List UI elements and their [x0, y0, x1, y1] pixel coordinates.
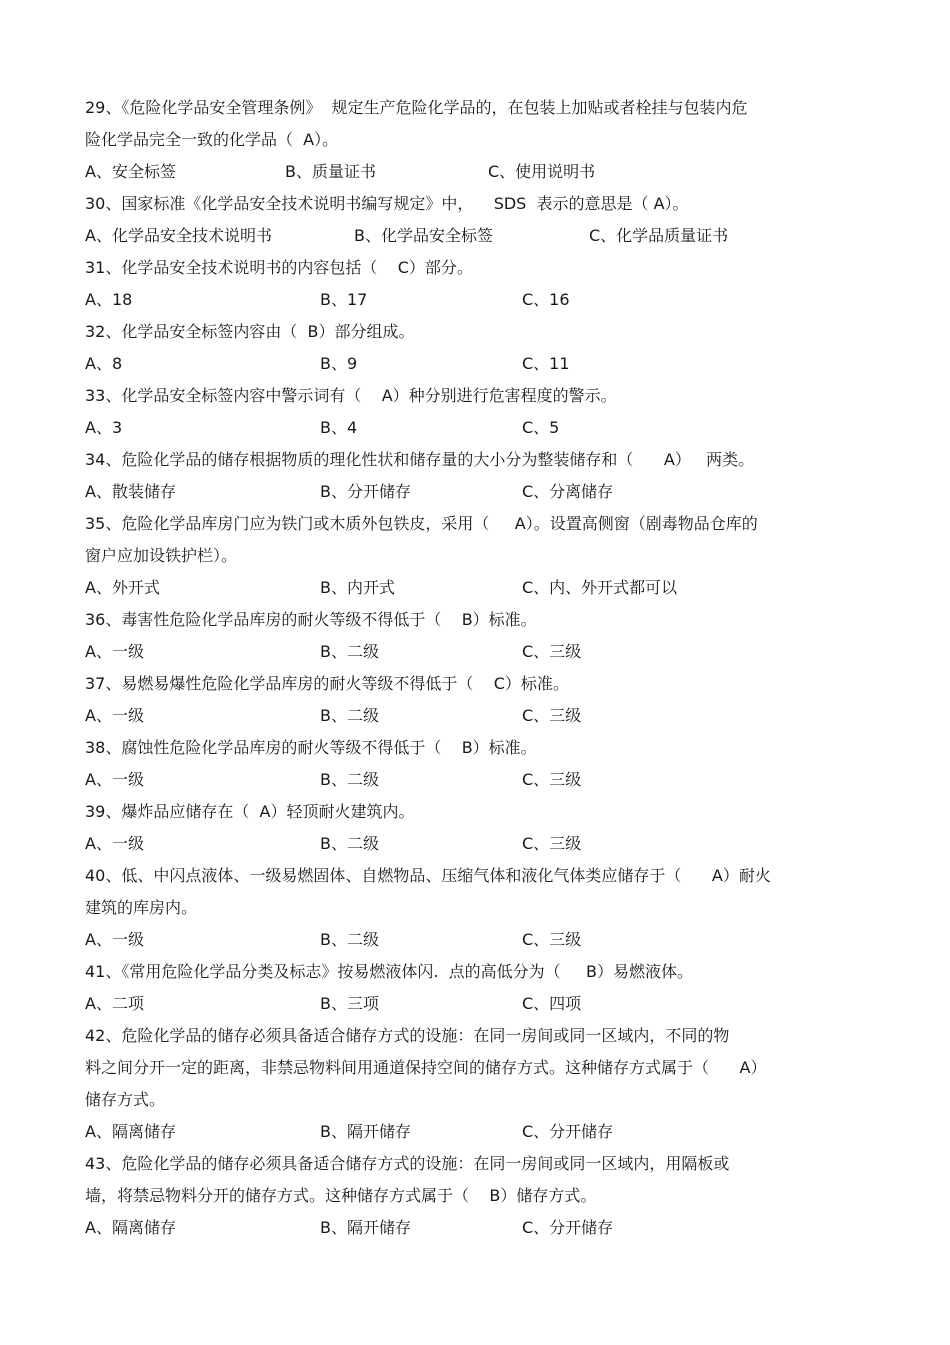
- question-text-line: 32、化学品安全标签内容由（ B）部分组成。: [85, 322, 415, 341]
- question-text-line: 33、化学品安全标签内容中警示词有（ A）种分别进行危害程度的警示。: [85, 386, 617, 405]
- answer-option: A、一级: [85, 770, 144, 789]
- answer-option: A、化学品安全技术说明书: [85, 226, 272, 245]
- answer-option: C、四项: [522, 994, 582, 1013]
- answer-options: [85, 348, 875, 380]
- answer-option: A、隔离储存: [85, 1122, 176, 1141]
- answer-option: A、二项: [85, 994, 144, 1013]
- answer-option: B、隔开储存: [320, 1122, 411, 1141]
- answer-option: B、化学品安全标签: [354, 226, 493, 245]
- exam-page: [85, 92, 875, 1244]
- question-text-line: 34、危险化学品的储存根据物质的理化性状和储存量的大小分为整装储存和（ A） 两类。: [85, 450, 755, 469]
- answer-option: B、隔开储存: [320, 1218, 411, 1237]
- question-text-line: 42、危险化学品的储存必须具备适合储存方式的设施：在同一房间或同一区域内，不同的物: [85, 1026, 730, 1045]
- question-text-line: 险化学品完全一致的化学品（ A）。: [85, 130, 339, 149]
- answer-options: [85, 220, 875, 252]
- answer-options: [85, 412, 875, 444]
- answer-option: A、一级: [85, 642, 144, 661]
- answer-option: C、内、外开式都可以: [522, 578, 678, 597]
- answer-option: B、二级: [320, 770, 379, 789]
- answer-option: B、4: [320, 418, 358, 437]
- answer-option: B、二级: [320, 834, 379, 853]
- answer-option: A、3: [85, 418, 123, 437]
- question-text-line: 31、化学品安全技术说明书的内容包括（ C）部分。: [85, 258, 473, 277]
- answer-options: [85, 700, 875, 732]
- answer-options: [85, 1116, 875, 1148]
- answer-option: C、三级: [522, 706, 582, 725]
- question-text-line: 37、易燃易爆性危险化学品库房的耐火等级不得低于（ C）标准。: [85, 674, 569, 693]
- answer-option: B、二级: [320, 642, 379, 661]
- question-text-line: 36、毒害性危险化学品库房的耐火等级不得低于（ B）标准。: [85, 610, 537, 629]
- answer-option: C、分开储存: [522, 1122, 614, 1141]
- answer-option: C、三级: [522, 642, 582, 661]
- question-text-line: 储存方式。: [85, 1090, 166, 1109]
- answer-option: C、11: [522, 354, 570, 373]
- question-text-line: 43、危险化学品的储存必须具备适合储存方式的设施：在同一房间或同一区域内，用隔板或: [85, 1154, 730, 1173]
- answer-options: [85, 476, 875, 508]
- answer-option: C、使用说明书: [488, 162, 596, 181]
- answer-option: C、分离储存: [522, 482, 614, 501]
- answer-option: A、一级: [85, 706, 144, 725]
- answer-option: B、质量证书: [285, 162, 376, 181]
- question-text-line: 30、国家标准《化学品安全技术说明书编写规定》中， SDS 表示的意思是（ A）。: [85, 194, 689, 213]
- answer-option: C、16: [522, 290, 570, 309]
- question-text-line: 29、《危险化学品安全管理条例》 规定生产危险化学品的，在包装上加贴或者栓挂与包装内危: [85, 98, 748, 117]
- answer-option: A、散装储存: [85, 482, 176, 501]
- question-text-line: 38、腐蚀性危险化学品库房的耐火等级不得低于（ B）标准。: [85, 738, 537, 757]
- answer-option: B、二级: [320, 930, 379, 949]
- answer-option: A、隔离储存: [85, 1218, 176, 1237]
- answer-options: [85, 156, 875, 188]
- answer-option: B、9: [320, 354, 358, 373]
- answer-option: B、二级: [320, 706, 379, 725]
- answer-option: B、分开储存: [320, 482, 411, 501]
- answer-option: B、17: [320, 290, 368, 309]
- answer-option: C、化学品质量证书: [589, 226, 729, 245]
- question-text-line: 建筑的库房内。: [85, 898, 198, 917]
- answer-option: B、三项: [320, 994, 379, 1013]
- answer-option: C、三级: [522, 834, 582, 853]
- answer-option: A、安全标签: [85, 162, 176, 181]
- answer-option: C、5: [522, 418, 560, 437]
- answer-option: A、18: [85, 290, 133, 309]
- answer-options: [85, 572, 875, 604]
- answer-option: A、外开式: [85, 578, 160, 597]
- question-text-line: 39、爆炸品应储存在（ A）轻顶耐火建筑内。: [85, 802, 415, 821]
- question-text-line: 35、危险化学品库房门应为铁门或木质外包铁皮，采用（ A）。设置高侧窗（剧毒物品仓库的: [85, 514, 758, 533]
- answer-option: A、一级: [85, 834, 144, 853]
- answer-option: C、分开储存: [522, 1218, 614, 1237]
- question-text-line: 料之间分开一定的距离，非禁忌物料间用通道保持空间的储存方式。这种储存方式属于（ A）: [85, 1058, 767, 1077]
- answer-options: [85, 924, 875, 956]
- answer-options: [85, 636, 875, 668]
- question-text-line: 41、《常用危险化学品分类及标志》按易燃液体闪. 点的高低分为（ B）易燃液体。: [85, 962, 694, 981]
- answer-options: [85, 828, 875, 860]
- answer-option: A、一级: [85, 930, 144, 949]
- answer-option: B、内开式: [320, 578, 395, 597]
- answer-options: [85, 284, 875, 316]
- answer-option: C、三级: [522, 770, 582, 789]
- question-text-line: 窗户应加设铁护栏）。: [85, 546, 238, 565]
- answer-options: [85, 988, 875, 1020]
- answer-options: [85, 764, 875, 796]
- answer-option: A、8: [85, 354, 123, 373]
- question-text-line: 墙，将禁忌物料分开的储存方式。这种储存方式属于（ B）储存方式。: [85, 1186, 597, 1205]
- answer-options: [85, 1212, 875, 1244]
- answer-option: C、三级: [522, 930, 582, 949]
- question-text-line: 40、低、中闪点液体、一级易燃固体、自燃物品、压缩气体和液化气体类应储存于（ A）耐火: [85, 866, 771, 885]
